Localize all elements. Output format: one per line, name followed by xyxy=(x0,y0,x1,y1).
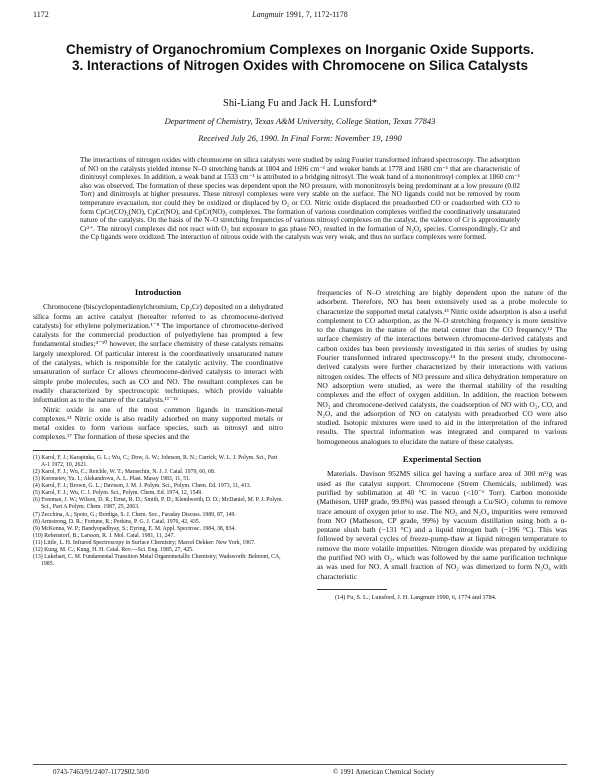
reference-list xyxy=(33,455,283,569)
right-column xyxy=(317,288,567,601)
reference-item: (13) Lukehart, C. M. Fundamental Transition Metal Organometallic Chemistry; Wadsworth: Belmont, CA, 1985. xyxy=(33,554,281,568)
abstract: The interactions of nitrogen oxides with chromocene on silica catalysts were studied by using Fourier transformed infrared spectroscopy. The adsorption of NO on the catalysts yielded intense N–O stretching bands at 1804 and 1696 cm⁻¹ and weaker bands at 1778 and 1680 cm⁻¹ that are characteristic of dinitrosyl complexes. In addition, a weak band at 1533 cm⁻¹ is attributed to a bridging nitrosyl. The weak band of a mononitrosyl complex at 1860 cm⁻¹ also was observed. The formation of these species was dependent upon the NO pressure, with mononitrosyls being predominant at a low pressure (0.02 Torr) and dinitrosyls at higher pressures. These nitrosyl complexes were very stable on the surface. The NO ligands could not be removed by room temperature evacuation, nor could they be oxidized or displaced by O₂ or CO. Nitric oxide displaced the preadsorbed CO or coadsorbed with CO to form CpCr(CO)₂(NO), CpCr(NO), and CpCr(NO)₂ complexes. The formation of various coordination complexes verified the coordinatively unsaturated nature of the catalysts. On the basis of the N–O stretching frequencies of various nitrosyl complexes on the catalyst, the valence of Cr is approximately Cr²⁺. The nitrosyl complexes did not react with O₂ but exposure to gas phase NO₂ resulted in the formation of N₂O₄ species. Correspondingly, Cr and the Cp ligands were oxidized. The interaction of nitrous oxide with the catalysts was very weak, and thus no surface complexes were formed. xyxy=(80,156,520,242)
page-number: 1172 xyxy=(33,10,49,19)
journal-citation xyxy=(33,10,567,19)
footnote-rule xyxy=(33,450,103,451)
reference-item: (9) McKenna, W. P.; Bandyopadhyay, S.; Eyring, E. M. Appl. Spectrosc. 1984, 38, 834. xyxy=(33,525,236,532)
section-heading-experimental: Experimental Section xyxy=(402,454,482,465)
paragraph: Materials. Davison 952MS silica gel having a surface area of 300 m²/g was used as the catalyst support. Chromocene (Strem Chemicals, sublimed) was purified by sublimation at 40 °C in vacuo (<10⁻⁶ Torr). Carbon monoxide (Matheson, UHP grade, 99.8%) was passed through a Cu/SiO₂ column to remove trace amount of oxygen prior to use. The NO₂ and N₂O₄ impurities were removed from NO (Matheson, CP grade, 99%) by vacuum distillation using both a n-pentane slush bath (−131 °C) and a liquid nitrogen bath (−196 °C). This was followed by several cycles of freeze-pump-thaw at liquid nitrogen temperature to remove the more volatile impurities. Nitrogen dioxide was prepared by oxidizing the purified NO with O₂, which was followed by the same purification technique as was used for NO. A small fraction of NO₂ was dimerized to form N₂O₄ with characteristic xyxy=(317,469,567,581)
reference-item: (11) Little, L. H. Infrared Spectroscopy in Surface Chemistry; Marcel Dekker: New York, 1967. xyxy=(33,539,256,546)
reference-item: (2) Karol, F. J.; Wu, C.; Reichle, W. T.; Maraschin, N. J. J. Catal. 1979, 60, 68. xyxy=(33,468,216,475)
volume-pages: 1991, 7, 1172-1178 xyxy=(285,10,348,19)
paragraph: Chromocene (biscyclopentadienylchromium, Cp₂Cr) deposited on a dehydrated silica forms an active catalyst (hereafter referred to as chromocene-derived catalysts) for ethylene polymerization.¹⁻⁸ The importance of chromocene-derived catalysts for the commercial production of polyethylene has prompted a few fundamental studies;⁴⁻¹⁰ however, the surface chemistry of these catalysts remains largely unexplored. Of particular interest is the coordinatively unsaturated nature of the catalysts, which is responsible for the catalytic activity. The coordinative unsaturation of surface Cr allows chromocene-derived catalysts to interact with simple probe molecules, such as CO and NO. The resultant complexes can be readily characterized by spectroscopic techniques, which provide valuable information as to the nature of the catalysts.¹¹⁻¹² xyxy=(33,302,283,405)
running-header xyxy=(33,10,567,22)
footnote: (14) Fu, S. L.; Lunsford, J. H. Langmuir 1990, 6, 1774 and 1784. xyxy=(335,593,497,601)
copyright: © 1991 American Chemical Society xyxy=(333,768,435,776)
authors: Shi-Liang Fu and Jack H. Lunsford* xyxy=(223,98,377,109)
footnote-rule xyxy=(317,589,387,590)
left-column xyxy=(33,288,283,568)
reference-item: (7) Zecchina, A.; Spoto, G.; Bordiga, S. J. Chem. Soc., Faraday Discuss. 1989, 87, 149. xyxy=(33,511,236,518)
section-heading-introduction: Introduction xyxy=(134,287,182,297)
paragraph: Nitric oxide is one of the most common ligands in transition-metal complexes.¹³ Nitric oxide is also readily adsorbed on many supported metals or metal oxides to form various surface species, such as nitrosyl and nitro complexes.¹⁷ The formation of these species and the xyxy=(33,404,283,442)
journal-name: Langmuir xyxy=(252,10,284,19)
paragraph: frequencies of N–O stretching are highly dependent upon the nature of the adsorbent. Therefore, NO has been extensively used as a probe molecule to characterize the supported metal catalysts.¹³ Nitric oxide adsorption is also a useful complement to CO adsorption, as the N–O stretching frequency is more sensitive to the changes in the nature of the metal center than the CO frequency.¹² The surface chemistry of the interactions between chromocene-derived catalysts and carbon oxides has been previously investigated in this series of studies by using Fourier transformed infrared spectroscopy.¹⁴ In the present study, chromocene-derived catalysts were further characterized by their interactions with various nitrogen oxides. The effects of NO pressure and silica dehydration temperature on NO adsorption were studied, as were the thermal stability of the resulting complexes and the effect of oxygen addition. In addition, the reaction between NO₂ and chromocene-derived catalysts, the coadsorption of NO with O₂, CO, and N₂O, and the adsorption of NO on catalysts with preadsorbed CO were also studied. Isotopic mixtures were used to aid in the interpretation of the infrared results. The spectral information was integrated and compared to various homogeneous analogues to elucidate the nature of these catalysts. xyxy=(317,288,567,446)
issn-code: 0743-7463/91/2407-1172$02.50/0 xyxy=(53,768,149,776)
reference-item: (1) Karol, F. J.; Karapinka, G. L.; Wu, C.; Dow, A. W.; Johnson, R. N.; Carrick, W. L. J. Polym. Sci., Part A-1 1972, 10, 2621. xyxy=(33,454,278,468)
reference-item: (3) Koroneiev, Yu. I.; Alekandrova, A. L. Plast. Massy 1983, 11, 51. xyxy=(33,476,191,483)
reference-item: (12) Kung, M. C.; Kung, H. H. Catal. Rev.—Sci. Eng. 1985, 27, 425. xyxy=(33,546,194,553)
reference-item: (6) Freeman, J. W.; Wilson, D. R.; Ernst, R. D.; Smith, P. D.; Klendworth, D. D.; McDaniel, M. P. J. Polym. Sci., Part A Polym. Chem. 1987, 25, 2063. xyxy=(33,497,283,511)
reference-item: (8) Armstrong, D. R.; Fortune, R.; Perkins, P. G. J. Catal. 1976, 42, 435. xyxy=(33,518,201,525)
article-title: Chemistry of Organochromium Complexes on Inorganic Oxide Supports. 3. Interactions of Nitrogen Oxides with Chromocene on Silica Catalysts xyxy=(65,42,535,73)
reference-item: (5) Karol, F. J.; Wu, C. J. Polym. Sci., Polym. Chem. Ed. 1974, 12, 1549. xyxy=(33,490,203,497)
received-dates: Received July 26, 1990. In Final Form: November 19, 1990 xyxy=(198,133,402,143)
reference-item: (10) Rebenstorf, B.; Larsson, R. J. Mol. Catal. 1981, 11, 247. xyxy=(33,532,175,539)
affiliation: Department of Chemistry, Texas A&M University, College Station, Texas 77843 xyxy=(164,116,436,126)
reference-item: (4) Karol, F. J.; Brown, G. L.; Davison, J. M. J. Polym. Sci., Polym. Chem. Ed. 1973, 11, 413. xyxy=(33,483,252,490)
page-footer xyxy=(33,764,567,779)
